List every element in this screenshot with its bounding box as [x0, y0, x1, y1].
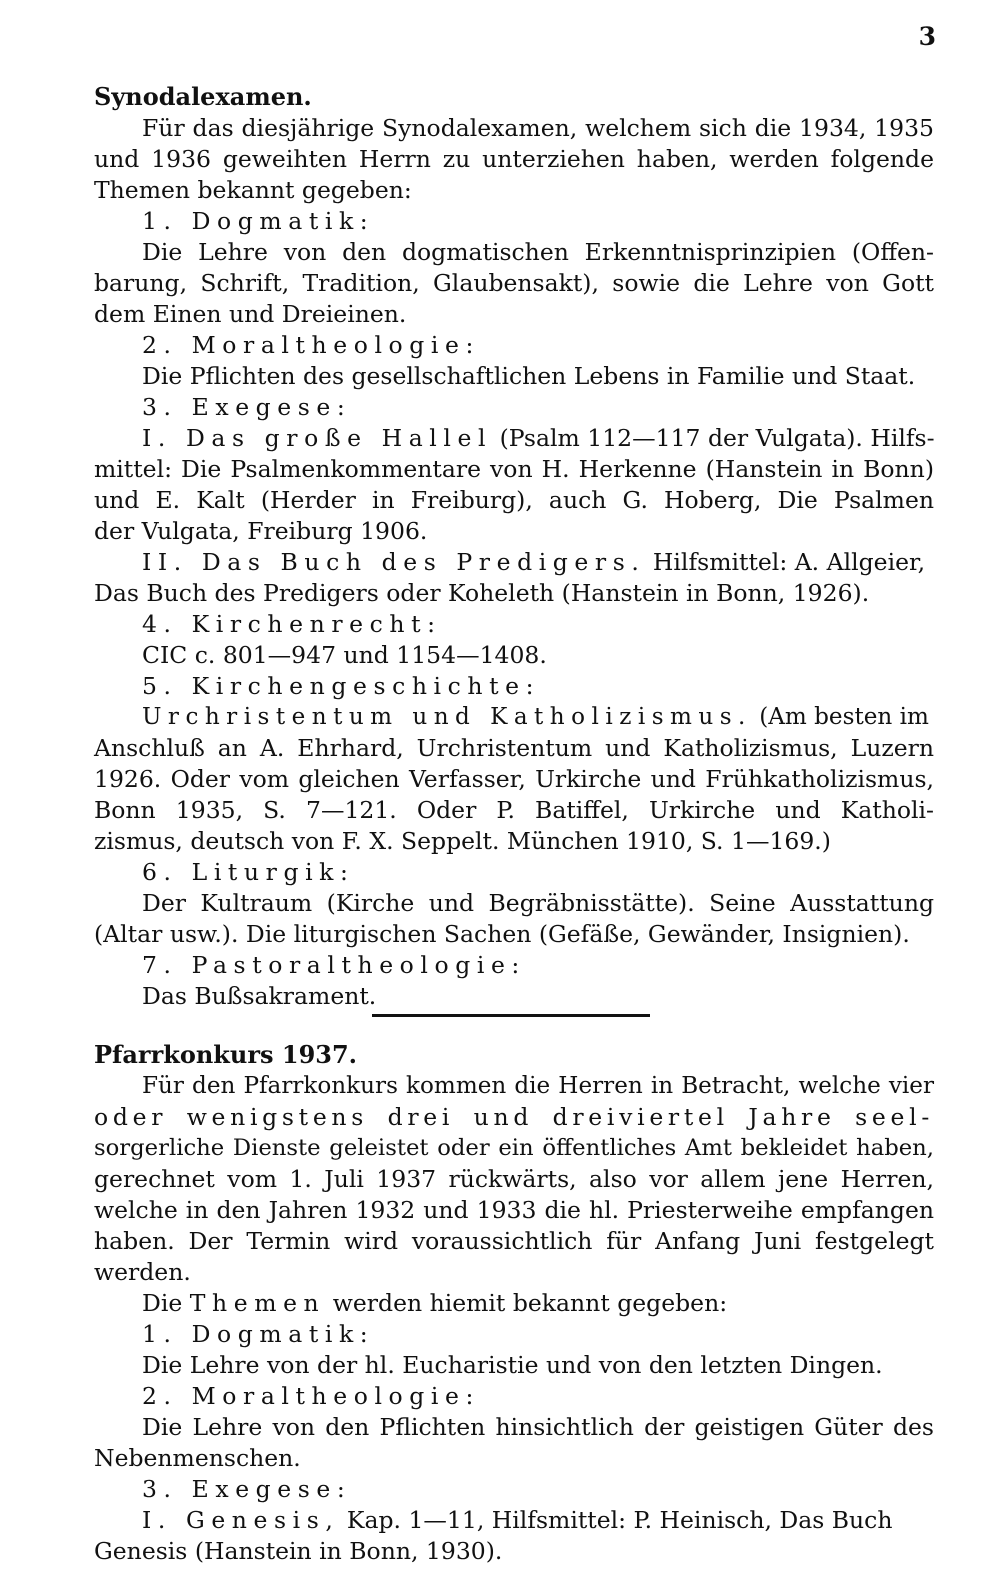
- paragraph-line: Themen bekannt gegeben:: [94, 176, 412, 204]
- themen-prefix: Die: [142, 1289, 183, 1317]
- paragraph-line: Der Kultraum (Kirche und Begräbnisstätte). Seine Ausstattung: [142, 889, 934, 917]
- paragraph-line: der Vulgata, Freiburg 1906.: [94, 517, 428, 545]
- paragraph-line: zismus, deutsch von F. X. Seppelt. München 1910, S. 1—169.): [94, 827, 831, 855]
- paragraph-line: Für den Pfarrkonkurs kommen die Herren in Betracht, welche vier: [142, 1073, 934, 1099]
- topic-label-exegese: 3. Exegese:: [142, 1475, 352, 1503]
- paragraph-line: [142, 1288, 934, 1319]
- topic-label-exegese: 3. Exegese:: [142, 393, 352, 421]
- section-heading-synodalexamen: Synodalexamen.: [94, 82, 312, 111]
- topic-label-dogmatik: 1. Dogmatik:: [142, 1320, 375, 1348]
- kirchengeschichte-text: (Am besten im: [759, 704, 929, 730]
- paragraph-line: Die Lehre von den Pflichten hinsichtlich der geistigen Güter des: [142, 1413, 934, 1441]
- page-number: 3: [918, 22, 936, 51]
- exegese-title-hallel: I. Das große Hallel: [142, 424, 493, 452]
- paragraph-line: mittel: Die Psalmenkommentare von H. Herkenne (Hanstein in Bonn): [94, 455, 934, 483]
- paragraph-line: Genesis (Hanstein in Bonn, 1930).: [94, 1537, 503, 1565]
- paragraph-line: haben. Der Termin wird voraussichtlich für Anfang Juni festgelegt: [94, 1227, 934, 1255]
- paragraph-line: 1926. Oder vom gleichen Verfasser, Urkirche und Frühkatholizismus,: [94, 765, 934, 793]
- paragraph-line: [142, 547, 934, 578]
- exegese-text: Kap. 1—11, Hilfsmittel: P. Heinisch, Das Buch: [346, 1506, 893, 1534]
- topic-label-pastoraltheologie: 7. Pastoraltheologie:: [142, 951, 526, 979]
- paragraph-line: werden.: [94, 1258, 191, 1286]
- paragraph-line: Bonn 1935, S. 7—121. Oder P. Batiffel, Urkirche und Katholi-: [94, 796, 934, 824]
- topic-label-kirchengeschichte: 5. Kirchengeschichte:: [142, 672, 541, 700]
- section-divider: [372, 1014, 650, 1017]
- paragraph-line: CIC c. 801—947 und 1154—1408.: [142, 641, 547, 669]
- section-heading-pfarrkonkurs: Pfarrkonkurs 1937.: [94, 1040, 358, 1069]
- topic-label-dogmatik: 1. Dogmatik:: [142, 207, 375, 235]
- paragraph-line: gerechnet vom 1. Juli 1937 rückwärts, also vor allem jene Herren,: [94, 1165, 934, 1193]
- topic-label-liturgik: 6. Liturgik:: [142, 858, 355, 886]
- paragraph-line: Anschluß an A. Ehrhard, Urchristentum und Katholizismus, Luzern: [94, 734, 934, 762]
- kirchengeschichte-title: Urchristentum und Katholizismus.: [142, 704, 752, 730]
- paragraph-line: Für das diesjährige Synodalexamen, welchem sich die 1934, 1935: [142, 114, 934, 142]
- paragraph-line: [142, 423, 934, 454]
- paragraph-line: (Altar usw.). Die liturgischen Sachen (Gefäße, Gewänder, Insignien).: [94, 920, 910, 948]
- themen-suffix: werden hiemit bekannt gegeben:: [332, 1289, 728, 1317]
- exegese-title-genesis: I. Genesis,: [142, 1506, 340, 1534]
- topic-label-kirchenrecht: 4. Kirchenrecht:: [142, 610, 442, 638]
- paragraph-line: sorgerliche Dienste geleistet oder ein öffentliches Amt bekleidet haben,: [94, 1135, 934, 1161]
- paragraph-line: Das Bußsakrament.: [142, 982, 377, 1010]
- paragraph-line: [142, 702, 934, 733]
- paragraph-line: welche in den Jahren 1932 und 1933 die hl. Priesterweihe empfangen: [94, 1196, 934, 1224]
- exegese-text: Hilfsmittel: A. Allgeier,: [652, 548, 926, 576]
- paragraph-line: dem Einen und Dreieinen.: [94, 300, 407, 328]
- paragraph-line: Die Pflichten des gesellschaftlichen Lebens in Familie und Staat.: [142, 362, 916, 390]
- paragraph-line: barung, Schrift, Tradition, Glaubensakt), sowie die Lehre von Gott: [94, 269, 934, 297]
- paragraph-line: Nebenmenschen.: [94, 1444, 301, 1472]
- paragraph-line: Das Buch des Predigers oder Koheleth (Hanstein in Bonn, 1926).: [94, 579, 870, 607]
- paragraph-line: [142, 1505, 934, 1536]
- topic-label-moraltheologie: 2. Moraltheologie:: [142, 1382, 480, 1410]
- exegese-title-prediger: II. Das Buch des Predigers.: [142, 548, 646, 576]
- topic-label-moraltheologie: 2. Moraltheologie:: [142, 331, 480, 359]
- paragraph-line: Die Lehre von der hl. Eucharistie und von den letzten Dingen.: [142, 1351, 883, 1379]
- paragraph-line: oder wenigstens drei und dreiviertel Jahre seel-: [94, 1103, 934, 1131]
- themen-word: Themen: [189, 1289, 326, 1317]
- paragraph-line: und E. Kalt (Herder in Freiburg), auch G. Hoberg, Die Psalmen: [94, 486, 934, 514]
- exegese-text: (Psalm 112—117 der Vulgata). Hilfs-: [499, 424, 935, 452]
- paragraph-line: und 1936 geweihten Herrn zu unterziehen haben, werden folgende: [94, 145, 934, 173]
- paragraph-line: Die Lehre von den dogmatischen Erkenntnisprinzipien (Offen-: [142, 238, 934, 266]
